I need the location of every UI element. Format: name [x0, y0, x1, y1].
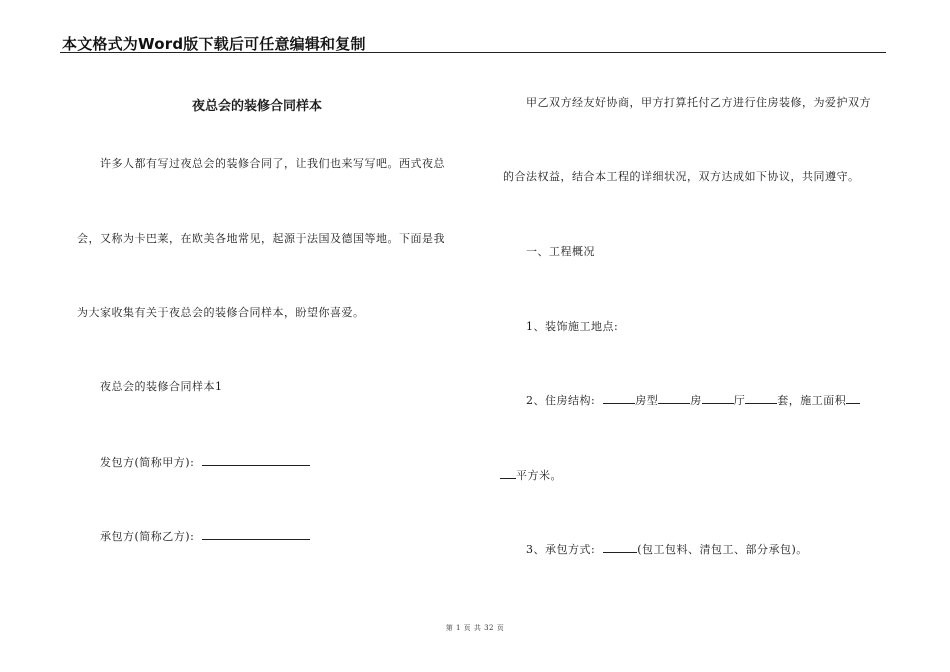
item-2-text-1: 房型	[635, 394, 659, 407]
page-footer: 第 1 页 共 32 页	[445, 624, 505, 632]
party-b-blank	[202, 529, 310, 540]
agreement-line-1: 甲乙双方经友好协商，甲方打算托付乙方进行住房装修，为爱护双方	[526, 96, 871, 109]
item-2-unit: 平方米。	[516, 469, 562, 482]
item-2-text-4: 套，施工面积	[777, 394, 847, 407]
item-1: 1、装饰施工地点:	[526, 320, 619, 333]
sample-heading: 夜总会的装修合同样本1	[100, 380, 223, 393]
item-2-blank-1	[603, 393, 635, 404]
intro-line-2: 会，又称为卡巴莱，在欧美各地常见，起源于法国及德国等地。下面是我	[77, 232, 445, 245]
item-2-blank-5	[846, 393, 860, 404]
item-2-blank-4	[745, 393, 777, 404]
item-3-row	[526, 541, 808, 557]
section-heading-1: 一、工程概况	[526, 245, 595, 258]
document-title: 夜总会的装修合同样本	[192, 99, 323, 114]
item-2-blank-2	[658, 393, 690, 404]
item-3-prefix: 3、承包方式:	[526, 543, 596, 556]
party-b-label: 承包方(简称乙方):	[100, 530, 195, 543]
item-2-prefix: 2、住房结构:	[526, 394, 596, 407]
party-a-label: 发包方(简称甲方):	[100, 456, 195, 469]
item-3-suffix: (包工包料、清包工、部分承包)。	[637, 543, 808, 556]
page-header: 本文格式为Word版下载后可任意编辑和复制	[62, 35, 366, 53]
item-2-blank-3	[702, 393, 734, 404]
item-3-blank	[603, 542, 637, 553]
agreement-line-2: 的合法权益，结合本工程的详细状况，双方达成如下协议，共同遵守。	[503, 170, 860, 183]
item-2-continued	[500, 467, 562, 483]
party-a-row	[100, 454, 310, 470]
party-b-row	[100, 528, 310, 544]
intro-line-3: 为大家收集有关于夜总会的装修合同样本，盼望你喜爱。	[77, 306, 365, 319]
item-2-blank-6	[500, 468, 516, 479]
intro-line-1: 许多人都有写过夜总会的装修合同了，让我们也来写写吧。西式夜总	[100, 157, 445, 170]
party-a-blank	[202, 455, 310, 466]
item-2-text-2: 房	[690, 394, 702, 407]
item-2-row	[526, 392, 860, 408]
header-divider	[60, 52, 886, 53]
item-2-text-3: 厅	[733, 394, 746, 407]
